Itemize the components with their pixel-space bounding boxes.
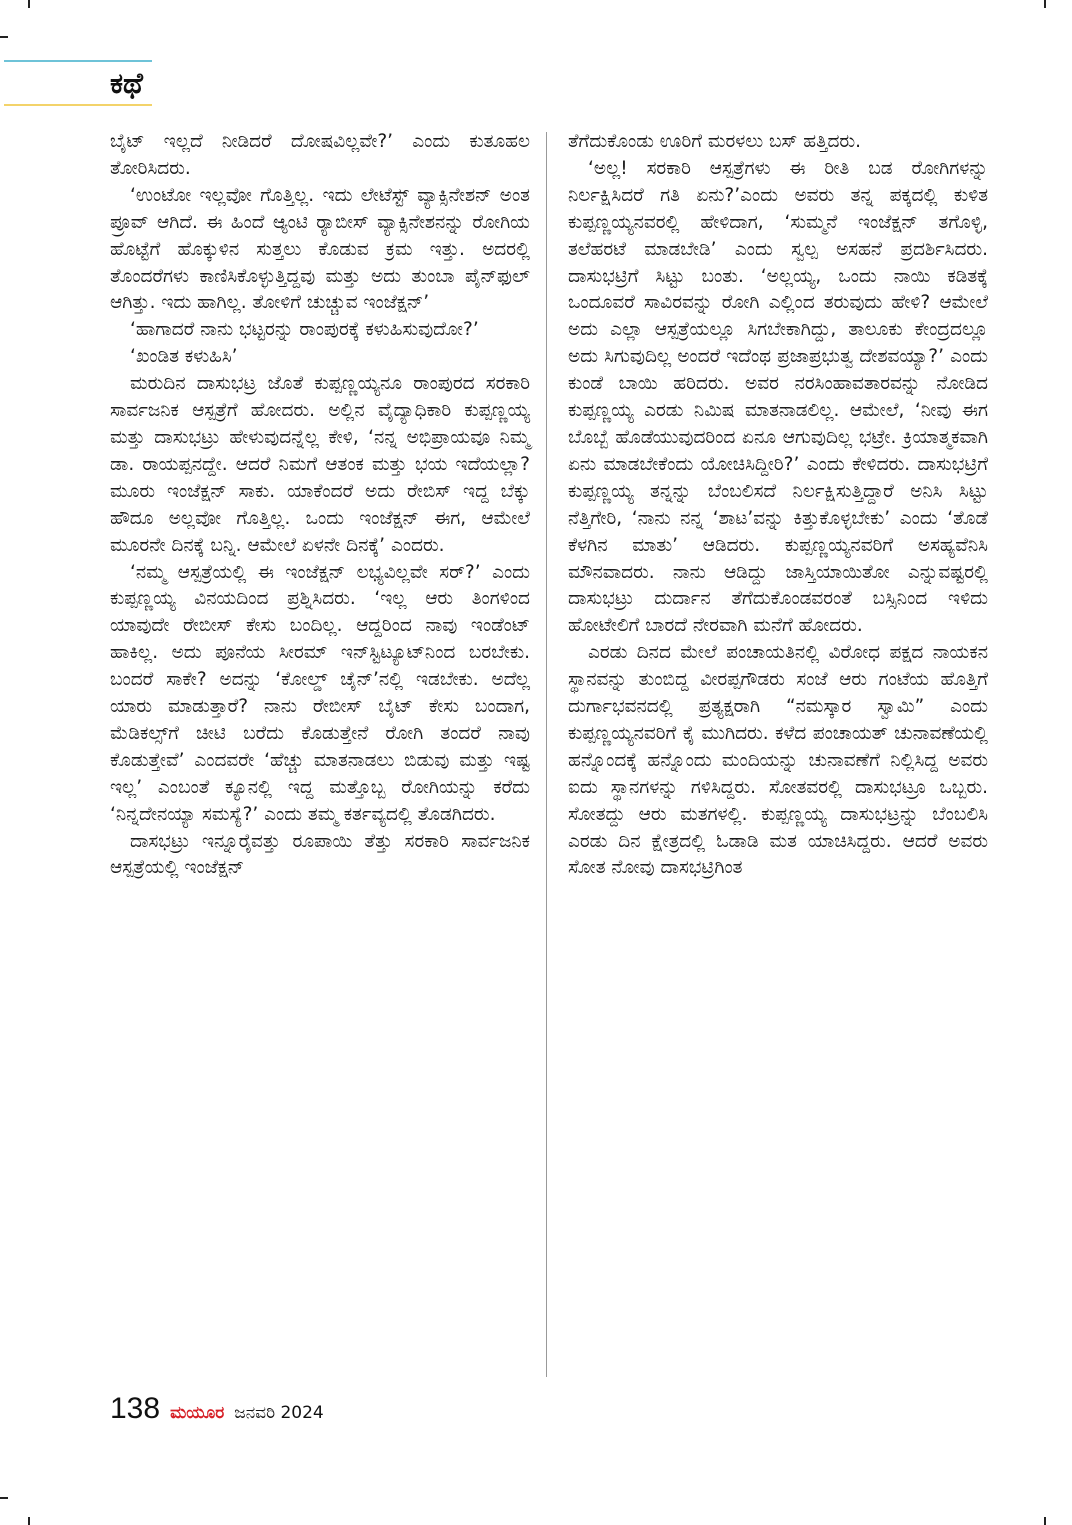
crop-mark-left-upper	[0, 36, 8, 38]
paragraph: ‘ಹಾಗಾದರೆ ನಾನು ಭಟ್ಟರನ್ನು ರಾಂಪುರಕ್ಕೆ ಕಳುಹಿಸುವುದೋ?’	[130, 319, 479, 341]
section-rule-top	[4, 60, 152, 62]
paragraph: ‘ಉಂಟೋ ಇಲ್ಲವೋ ಗೊತ್ತಿಲ್ಲ. ಇದು ಲೇಟೆಸ್ಟ್ ವ್ಯಾಕ್ಸಿನೇಶನ್ ಅಂತ ಪ್ರೂವ್ ಆಗಿದೆ. ಈ ಹಿಂದೆ ಆ್ಯಂಟಿ ರ್‍ಯಾಬೀಸ್ ವ್ಯಾಕ್ಸಿನೇಶನನ್ನು ರೋಗಿಯ ಹೊಟ್ಟೆಗೆ ಹೊಕ್ಕುಳಿನ ಸುತ್ತಲು ಕೊಡುವ ಕ್ರಮ ಇತ್ತು. ಅದರಲ್ಲಿ ತೊಂದರೆಗಳು ಕಾಣಿಸಿಕೊಳ್ಳುತ್ತಿದ್ದವು ಮತ್ತು ಅದು ತುಂಬಾ ಪೈನ್‌ಫುಲ್ ಆಗಿತ್ತು. ಇದು ಹಾಗಿಲ್ಲ. ತೋಳಿಗೆ ಚುಚ್ಚುವ ಇಂಜೆಕ್ಷನ್’	[110, 184, 530, 314]
crop-mark-left-lower	[0, 1497, 8, 1499]
paragraph: ಎರಡು ದಿನದ ಮೇಲೆ ಪಂಚಾಯತಿನಲ್ಲಿ ವಿರೋಧ ಪಕ್ಷದ ನಾಯಕನ ಸ್ಥಾನವನ್ನು ತುಂಬಿದ್ದ ವೀರಪ್ಪಗೌಡರು ಸಂಜೆ ಆರು ಗಂಟೆಯ ಹೊತ್ತಿಗೆ ದುರ್ಗಾಭವನದಲ್ಲಿ ಪ್ರತ್ಯಕ್ಷರಾಗಿ “ನಮಸ್ಕಾರ ಸ್ವಾಮಿ” ಎಂದು ಕುಪ್ಪಣ್ಣಯ್ಯನವರಿಗೆ ಕೈ ಮುಗಿದರು. ಕಳೆದ ಪಂಚಾಯತ್ ಚುನಾವಣೆಯಲ್ಲಿ ಹನ್ನೊಂದಕ್ಕೆ ಹನ್ನೊಂದು ಮಂದಿಯನ್ನು ಚುನಾವಣೆಗೆ ನಿಲ್ಲಿಸಿದ್ದ ಅವರು ಐದು ಸ್ಥಾನಗಳನ್ನು ಗಳಿಸಿದ್ದರು. ಸೋತವರಲ್ಲಿ ದಾಸುಭಟ್ರೂ ಒಬ್ಬರು. ಸೋತದ್ದು ಆರು ಮತಗಳಲ್ಲಿ. ಕುಪ್ಪಣ್ಣಯ್ಯ ದಾಸುಭಟ್ರನ್ನು ಬೆಂಬಲಿಸಿ ಎರಡು ದಿನ ಕ್ಷೇತ್ರದಲ್ಲಿ ಓಡಾಡಿ ಮತ ಯಾಚಿಸಿದ್ದರು. ಆದರೆ ಅವರು ಸೋತ ನೋವು ದಾಸಭಟ್ರಿಗಿಂತ	[568, 642, 988, 879]
magazine-logo: ಮಯೂರ	[170, 1403, 225, 1423]
section-label: ಕಥೆ	[110, 66, 143, 100]
page-footer	[110, 1392, 324, 1426]
paragraph: ‘ಅಲ್ಲ! ಸರಕಾರಿ ಆಸ್ಪತ್ರೆಗಳು ಈ ರೀತಿ ಬಡ ರೋಗಿಗಳನ್ನು ನಿರ್ಲಕ್ಷಿಸಿದರೆ ಗತಿ ಏನು?’ಎಂದು ಅವರು ತನ್ನ ಪಕ್ಕದಲ್ಲಿ ಕುಳಿತ ಕುಪ್ಪಣ್ಣಯ್ಯನವರಲ್ಲಿ ಹೇಳಿದಾಗ, ‘ಸುಮ್ಮನೆ ಇಂಜೆಕ್ಷನ್ ತಗೊಳ್ಳಿ, ತಲೆಹರಟೆ ಮಾಡಬೇಡಿ’ ಎಂದು ಸ್ವಲ್ಪ ಅಸಹನೆ ಪ್ರದರ್ಶಿಸಿದರು. ದಾಸುಭಟ್ರಿಗೆ ಸಿಟ್ಟು ಬಂತು. ‘ಅಲ್ಲಯ್ಯ, ಒಂದು ನಾಯಿ ಕಡಿತಕ್ಕೆ ಒಂದೂವರೆ ಸಾವಿರವನ್ನು ರೋಗಿ ಎಲ್ಲಿಂದ ತರುವುದು ಹೇಳಿ? ಆಮೇಲೆ ಅದು ಎಲ್ಲಾ ಆಸ್ಪತ್ರೆಯಲ್ಲೂ ಸಿಗಬೇಕಾಗಿದ್ದು, ತಾಲೂಕು ಕೇಂದ್ರದಲ್ಲೂ ಅದು ಸಿಗುವುದಿಲ್ಲ ಅಂದರೆ ಇದೆಂಥ ಪ್ರಜಾಪ್ರಭುತ್ವ ದೇಶವಯ್ಯಾ?’ ಎಂದು ಕುಂಡೆ ಬಾಯಿ ಹರಿದರು. ಅವರ ನರಸಿಂಹಾವತಾರವನ್ನು ನೋಡಿದ ಕುಪ್ಪಣ್ಣಯ್ಯ ಎರಡು ನಿಮಿಷ ಮಾತನಾಡಲಿಲ್ಲ. ಆಮೇಲೆ, ‘ನೀವು ಈಗ ಬೊಬ್ಬೆ ಹೊಡೆಯುವುದರಿಂದ ಏನೂ ಆಗುವುದಿಲ್ಲ ಭಟ್ರೇ. ಕ್ರಿಯಾತ್ಮಕವಾಗಿ ಏನು ಮಾಡಬೇಕೆಂದು ಯೋಚಿಸಿದ್ದೀರಿ?’ ಎಂದು ಕೇಳಿದರು. ದಾಸುಭಟ್ರಿಗೆ ಕುಪ್ಪಣ್ಣಯ್ಯ ತನ್ನನ್ನು ಬೆಂಬಲಿಸದೆ ನಿರ್ಲಕ್ಷಿಸುತ್ತಿದ್ದಾರೆ ಅನಿಸಿ ಸಿಟ್ಟು ನೆತ್ತಿಗೇರಿ, ‘ನಾನು ನನ್ನ ‘ಶಾಟ’ವನ್ನು ಕಿತ್ತುಕೊಳ್ಳಬೇಕು’ ಎಂದು ‘ತೊಡೆ ಕೆಳಗಿನ ಮಾತು’ ಆಡಿದರು. ಕುಪ್ಪಣ್ಣಯ್ಯನವರಿಗೆ ಅಸಹ್ಯವೆನಿಸಿ ಮೌನವಾದರು. ನಾನು ಆಡಿದ್ದು ಜಾಸ್ತಿಯಾಯಿತೋ ಎನ್ನುವಷ್ಟರಲ್ಲಿ ದಾಸುಭಟ್ರು ದುರ್ದಾನ ತೆಗೆದುಕೊಂಡವರಂತೆ ಬಸ್ಸಿನಿಂದ ಇಳಿದು ಹೋಟೇಲಿಗೆ ಬಾರದೆ ನೇರವಾಗಿ ಮನೆಗೆ ಹೋದರು.	[568, 157, 988, 637]
page-number: 138	[110, 1392, 161, 1425]
crop-mark-bottom-right	[1044, 1517, 1046, 1525]
left-column	[110, 129, 530, 882]
paragraph: ತೆಗೆದುಕೊಂಡು ಊರಿಗೆ ಮರಳಲು ಬಸ್ ಹತ್ತಿದರು.	[568, 131, 861, 152]
right-column	[568, 129, 988, 882]
crop-mark-top-left	[28, 0, 30, 8]
crop-mark-top-right	[1044, 0, 1046, 8]
crop-mark-bottom-left	[28, 1517, 30, 1525]
paragraph: ದಾಸಭಟ್ರು ಇನ್ನೂರೈವತ್ತು ರೂಪಾಯಿ ತೆತ್ತು ಸರಕಾರಿ ಸಾರ್ವಜನಿಕ ಆಸ್ಪತ್ರೆಯಲ್ಲಿ ಇಂಜೆಕ್ಷನ್	[110, 830, 530, 879]
column-divider	[546, 132, 547, 1377]
issue-date: ಜನವರಿ 2024	[234, 1403, 324, 1423]
paragraph: ‘ನಮ್ಮ ಆಸ್ಪತ್ರೆಯಲ್ಲಿ ಈ ಇಂಜೆಕ್ಷನ್ ಲಭ್ಯವಿಲ್ಲವೇ ಸರ್?’ ಎಂದು ಕುಪ್ಪಣ್ಣಯ್ಯ ವಿನಯದಿಂದ ಪ್ರಶ್ನಿಸಿದರು. ‘ಇಲ್ಲ ಆರು ತಿಂಗಳಿಂದ ಯಾವುದೇ ರೇಬೀಸ್ ಕೇಸು ಬಂದಿಲ್ಲ. ಆದ್ದರಿಂದ ನಾವು ಇಂಡೆಂಟ್ ಹಾಕಿಲ್ಲ. ಅದು ಪೂನೆಯ ಸೀರಮ್ ಇನ್‌ಸ್ಟಿಟ್ಯೂಟ್‌ನಿಂದ ಬರಬೇಕು. ಬಂದರೆ ಸಾಕೇ? ಅದನ್ನು ‘ಕೋಲ್ಡ್ ಚೈನ್’ನಲ್ಲಿ ಇಡಬೇಕು. ಅದೆಲ್ಲ ಯಾರು ಮಾಡುತ್ತಾರೆ? ನಾನು ರೇಬೀಸ್ ಬೈಟ್ ಕೇಸು ಬಂದಾಗ, ಮೆಡಿಕಲ್ಸ್‌ಗೆ ಚೀಟಿ ಬರೆದು ಕೊಡುತ್ತೇನೆ ರೋಗಿ ತಂದರೆ ನಾವು ಕೊಡುತ್ತೇವೆ’ ಎಂದವರೇ ‘ಹೆಚ್ಚು ಮಾತನಾಡಲು ಬಿಡುವು ಮತ್ತು ಇಷ್ಟ ಇಲ್ಲ’ ಎಂಬಂತೆ ಕ್ಯೂನಲ್ಲಿ ಇದ್ದ ಮತ್ತೊಬ್ಬ ರೋಗಿಯನ್ನು ಕರೆದು ‘ನಿನ್ನದೇನಯ್ಯಾ ಸಮಸ್ಯೆ?’ ಎಂದು ತಮ್ಮ ಕರ್ತವ್ಯದಲ್ಲಿ ತೊಡಗಿದರು.	[110, 561, 530, 825]
paragraph: ‘ಖಂಡಿತ ಕಳುಹಿಸಿ’	[130, 346, 238, 368]
paragraph: ಮರುದಿನ ದಾಸುಭಟ್ರ ಜೊತೆ ಕುಪ್ಪಣ್ಣಯ್ಯನೂ ರಾಂಪುರದ ಸರಕಾರಿ ಸಾರ್ವಜನಿಕ ಆಸ್ಪತ್ರೆಗೆ ಹೋದರು. ಅಲ್ಲಿನ ವೈದ್ಯಾಧಿಕಾರಿ ಕುಪ್ಪಣ್ಣಯ್ಯ ಮತ್ತು ದಾಸುಭಟ್ರು ಹೇಳುವುದನ್ನೆಲ್ಲ ಕೇಳಿ, ‘ನನ್ನ ಅಭಿಪ್ರಾಯವೂ ನಿಮ್ಮ ಡಾ. ರಾಯಪ್ಪನದ್ದೇ. ಆದರೆ ನಿಮಗೆ ಆತಂಕ ಮತ್ತು ಭಯ ಇದೆಯಲ್ಲಾ? ಮೂರು ಇಂಜೆಕ್ಷನ್ ಸಾಕು. ಯಾಕೆಂದರೆ ಅದು ರೇಬಿಸ್ ಇದ್ದ ಬೆಕ್ಕು ಹೌದೂ ಅಲ್ಲವೋ ಗೊತ್ತಿಲ್ಲ. ಒಂದು ಇಂಜೆಕ್ಷನ್ ಈಗ, ಆಮೇಲೆ ಮೂರನೇ ದಿನಕ್ಕೆ ಬನ್ನಿ. ಆಮೇಲೆ ಏಳನೇ ದಿನಕ್ಕೆ’ ಎಂದರು.	[110, 373, 530, 556]
section-rule-bottom	[4, 104, 152, 106]
paragraph: ಬೈಟ್ ಇಲ್ಲದೆ ನೀಡಿದರೆ ದೋಷವಿಲ್ಲವೇ?’ ಎಂದು ಕುತೂಹಲ ತೋರಿಸಿದರು.	[110, 131, 530, 179]
